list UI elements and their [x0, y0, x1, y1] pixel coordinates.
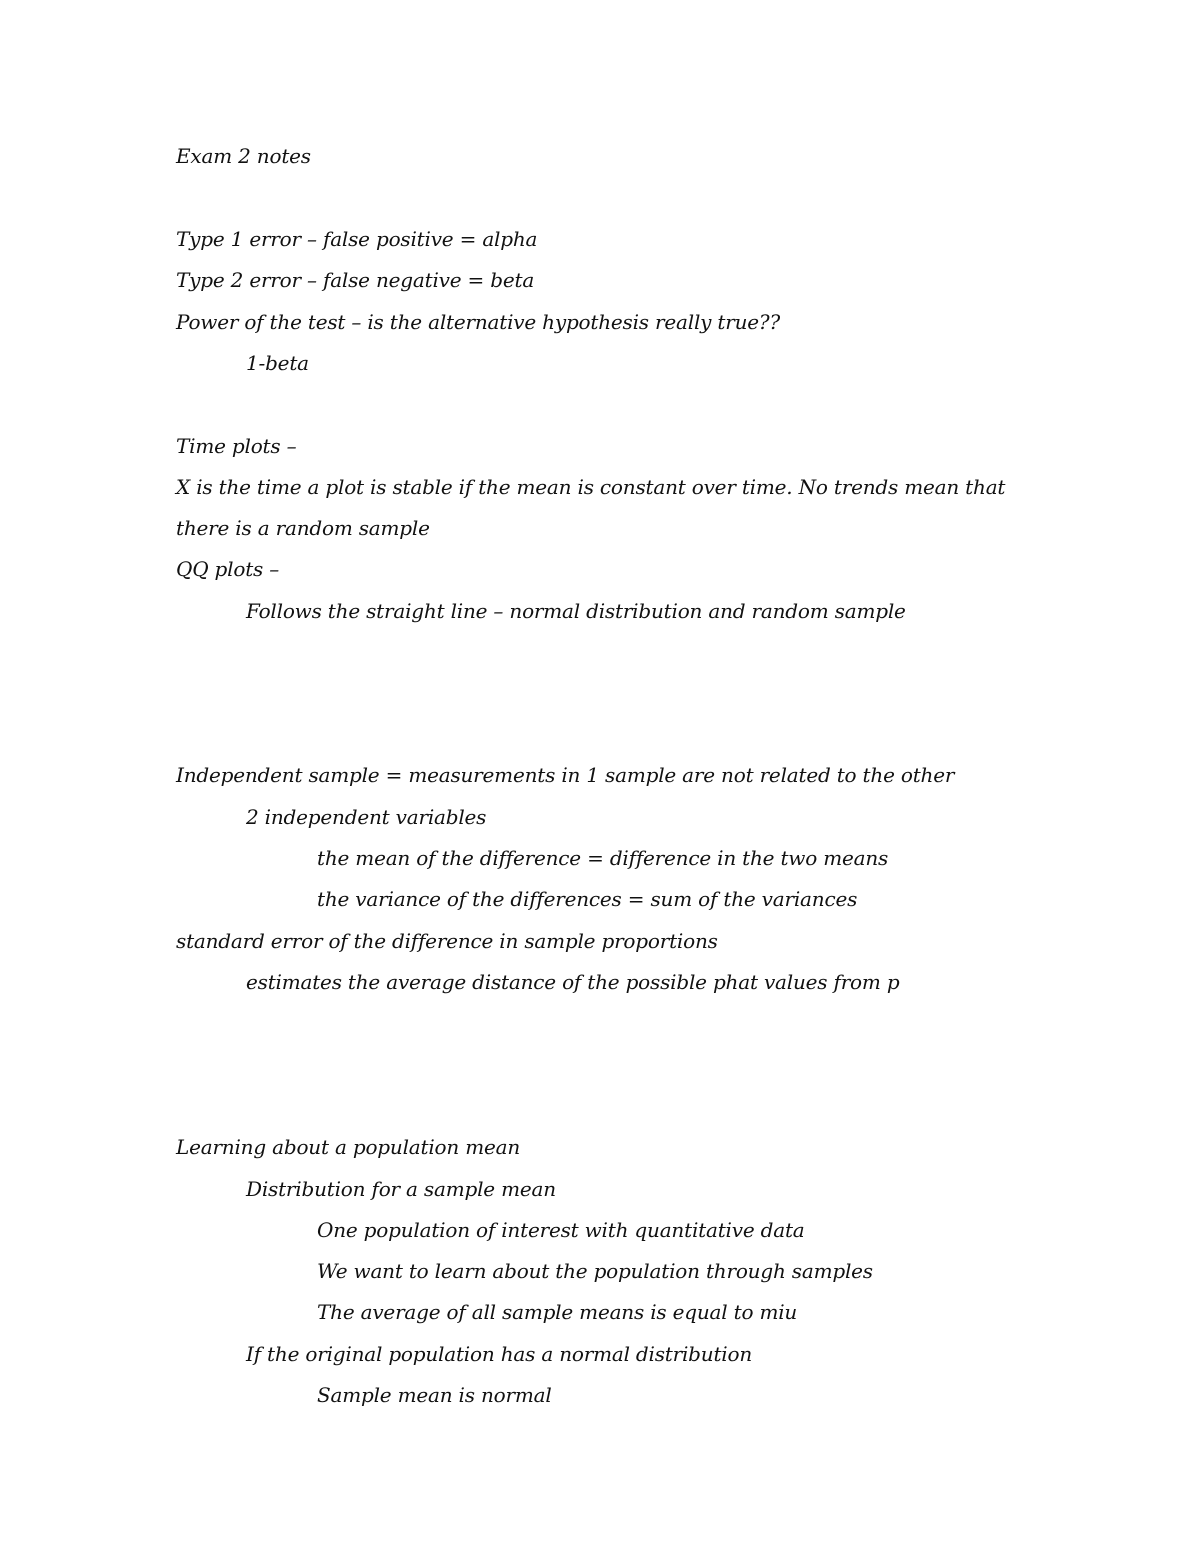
standard-error-description: estimates the average distance of the possible phat values from p: [246, 970, 900, 994]
type1-error-line: Type 1 error – false positive = alpha: [176, 227, 538, 251]
time-plots-line-1: X is the time a plot is stable if the mean is constant over time. No trends mean that: [176, 475, 1006, 499]
independent-variables-line: 2 independent variables: [246, 805, 487, 829]
document-title: Exam 2 notes: [176, 144, 311, 168]
normal-population-item: Sample mean is normal: [317, 1383, 552, 1407]
time-plots-line-2: there is a random sample: [176, 516, 430, 540]
population-mean-heading: Learning about a population mean: [176, 1135, 521, 1159]
type2-error-line: Type 2 error – false negative = beta: [176, 268, 535, 292]
power-of-test-line: Power of the test – is the alternative hypothesis really true??: [176, 310, 780, 334]
qq-plots-heading: QQ plots –: [176, 557, 280, 581]
sample-mean-distribution-heading: Distribution for a sample mean: [246, 1177, 556, 1201]
population-item-2: We want to learn about the population through samples: [317, 1259, 873, 1283]
power-formula-line: 1-beta: [246, 351, 309, 375]
variance-of-differences-line: the variance of the differences = sum of the variances: [317, 887, 858, 911]
mean-of-difference-line: the mean of the difference = difference in the two means: [317, 846, 889, 870]
qq-plots-line: Follows the straight line – normal distribution and random sample: [246, 599, 906, 623]
population-item-3: The average of all sample means is equal to miu: [317, 1300, 798, 1324]
population-item-1: One population of interest with quantitative data: [317, 1218, 805, 1242]
normal-population-heading: If the original population has a normal distribution: [246, 1342, 753, 1366]
standard-error-heading: standard error of the difference in sample proportions: [176, 929, 718, 953]
time-plots-heading: Time plots –: [176, 434, 297, 458]
independent-sample-heading: Independent sample = measurements in 1 sample are not related to the other: [176, 763, 955, 787]
